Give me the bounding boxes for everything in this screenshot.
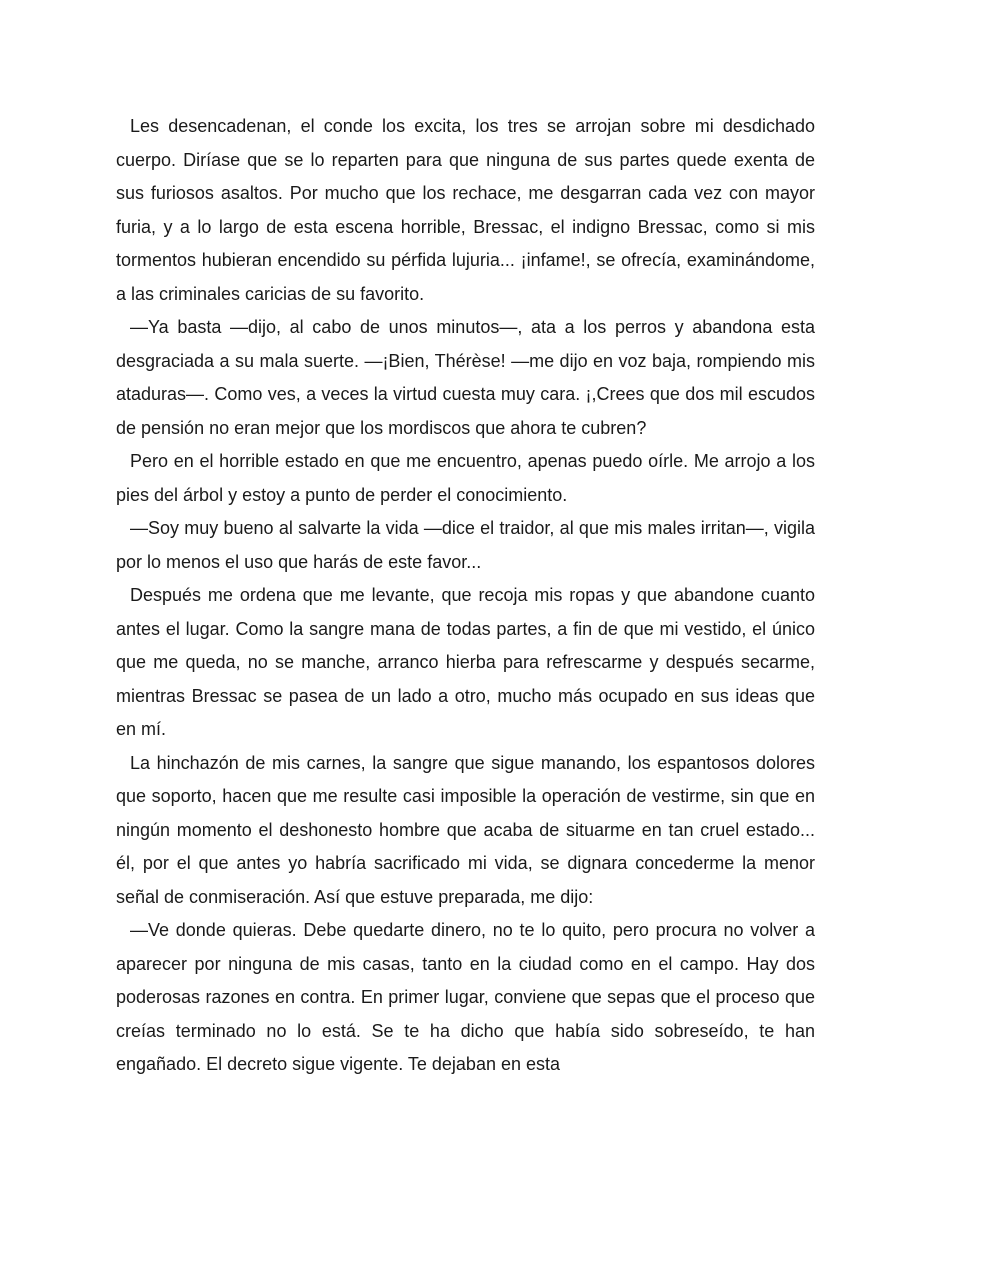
paragraph: —Soy muy bueno al salvarte la vida —dice el traidor, al que mis males irritan—, vigila por lo menos el uso que harás de este favor... xyxy=(116,518,815,572)
paragraph: La hinchazón de mis carnes, la sangre que sigue manando, los espantosos dolores que soporto, hacen que me resulte casi imposible la operación de vestirme, sin que en ningún momento el deshonesto hombre que acaba de situarme en tan cruel estado... él, por el que antes yo habría sacrificado mi vida, se dignara concederme la menor señal de conmiseración. Así que estuve preparada, me dijo: xyxy=(116,752,815,907)
paragraph: —Ya basta —dijo, al cabo de unos minutos—, ata a los perros y abandona esta desgraciada a su mala suerte. —¡Bien, Thérèse! —me dijo en voz baja, rompiendo mis ataduras—. Como ves, a veces la virtud cuesta muy cara. ¡,Crees que dos mil escudos de pensión no eran mejor que los mordiscos que ahora te cubren? xyxy=(116,317,815,438)
paragraph: Les desencadenan, el conde los excita, los tres se arrojan sobre mi desdichado cuerpo. Diríase que se lo reparten para que ninguna de sus partes quede exenta de sus furiosos asaltos. Por mucho que los rechace, me desgarran cada vez con mayor furia, y a lo largo de esta escena horrible, Bressac, el indigno Bressac, como si mis tormentos hubieran encendido su pérfida lujuria... ¡infame!, se ofrecía, examinándome, a las criminales caricias de su favorito. xyxy=(116,116,815,304)
document-page xyxy=(116,110,815,1082)
paragraph: Pero en el horrible estado en que me encuentro, apenas puedo oírle. Me arrojo a los pies del árbol y estoy a punto de perder el conocimiento. xyxy=(116,451,815,505)
paragraph: Después me ordena que me levante, que recoja mis ropas y que abandone cuanto antes el lugar. Como la sangre mana de todas partes, a fin de que mi vestido, el único que me queda, no se manche, arranco hierba para refrescarme y después secarme, mientras Bressac se pasea de un lado a otro, mucho más ocupado en sus ideas que en mí. xyxy=(116,585,815,739)
paragraph: —Ve donde quieras. Debe quedarte dinero, no te lo quito, pero procura no volver a aparecer por ninguna de mis casas, tanto en la ciudad como en el campo. Hay dos poderosas razones en contra. En primer lugar, conviene que sepas que el proceso que creías terminado no lo está. Se te ha dicho que había sido sobreseído, te han engañado. El decreto sigue vigente. Te dejaban en esta xyxy=(116,920,815,1074)
